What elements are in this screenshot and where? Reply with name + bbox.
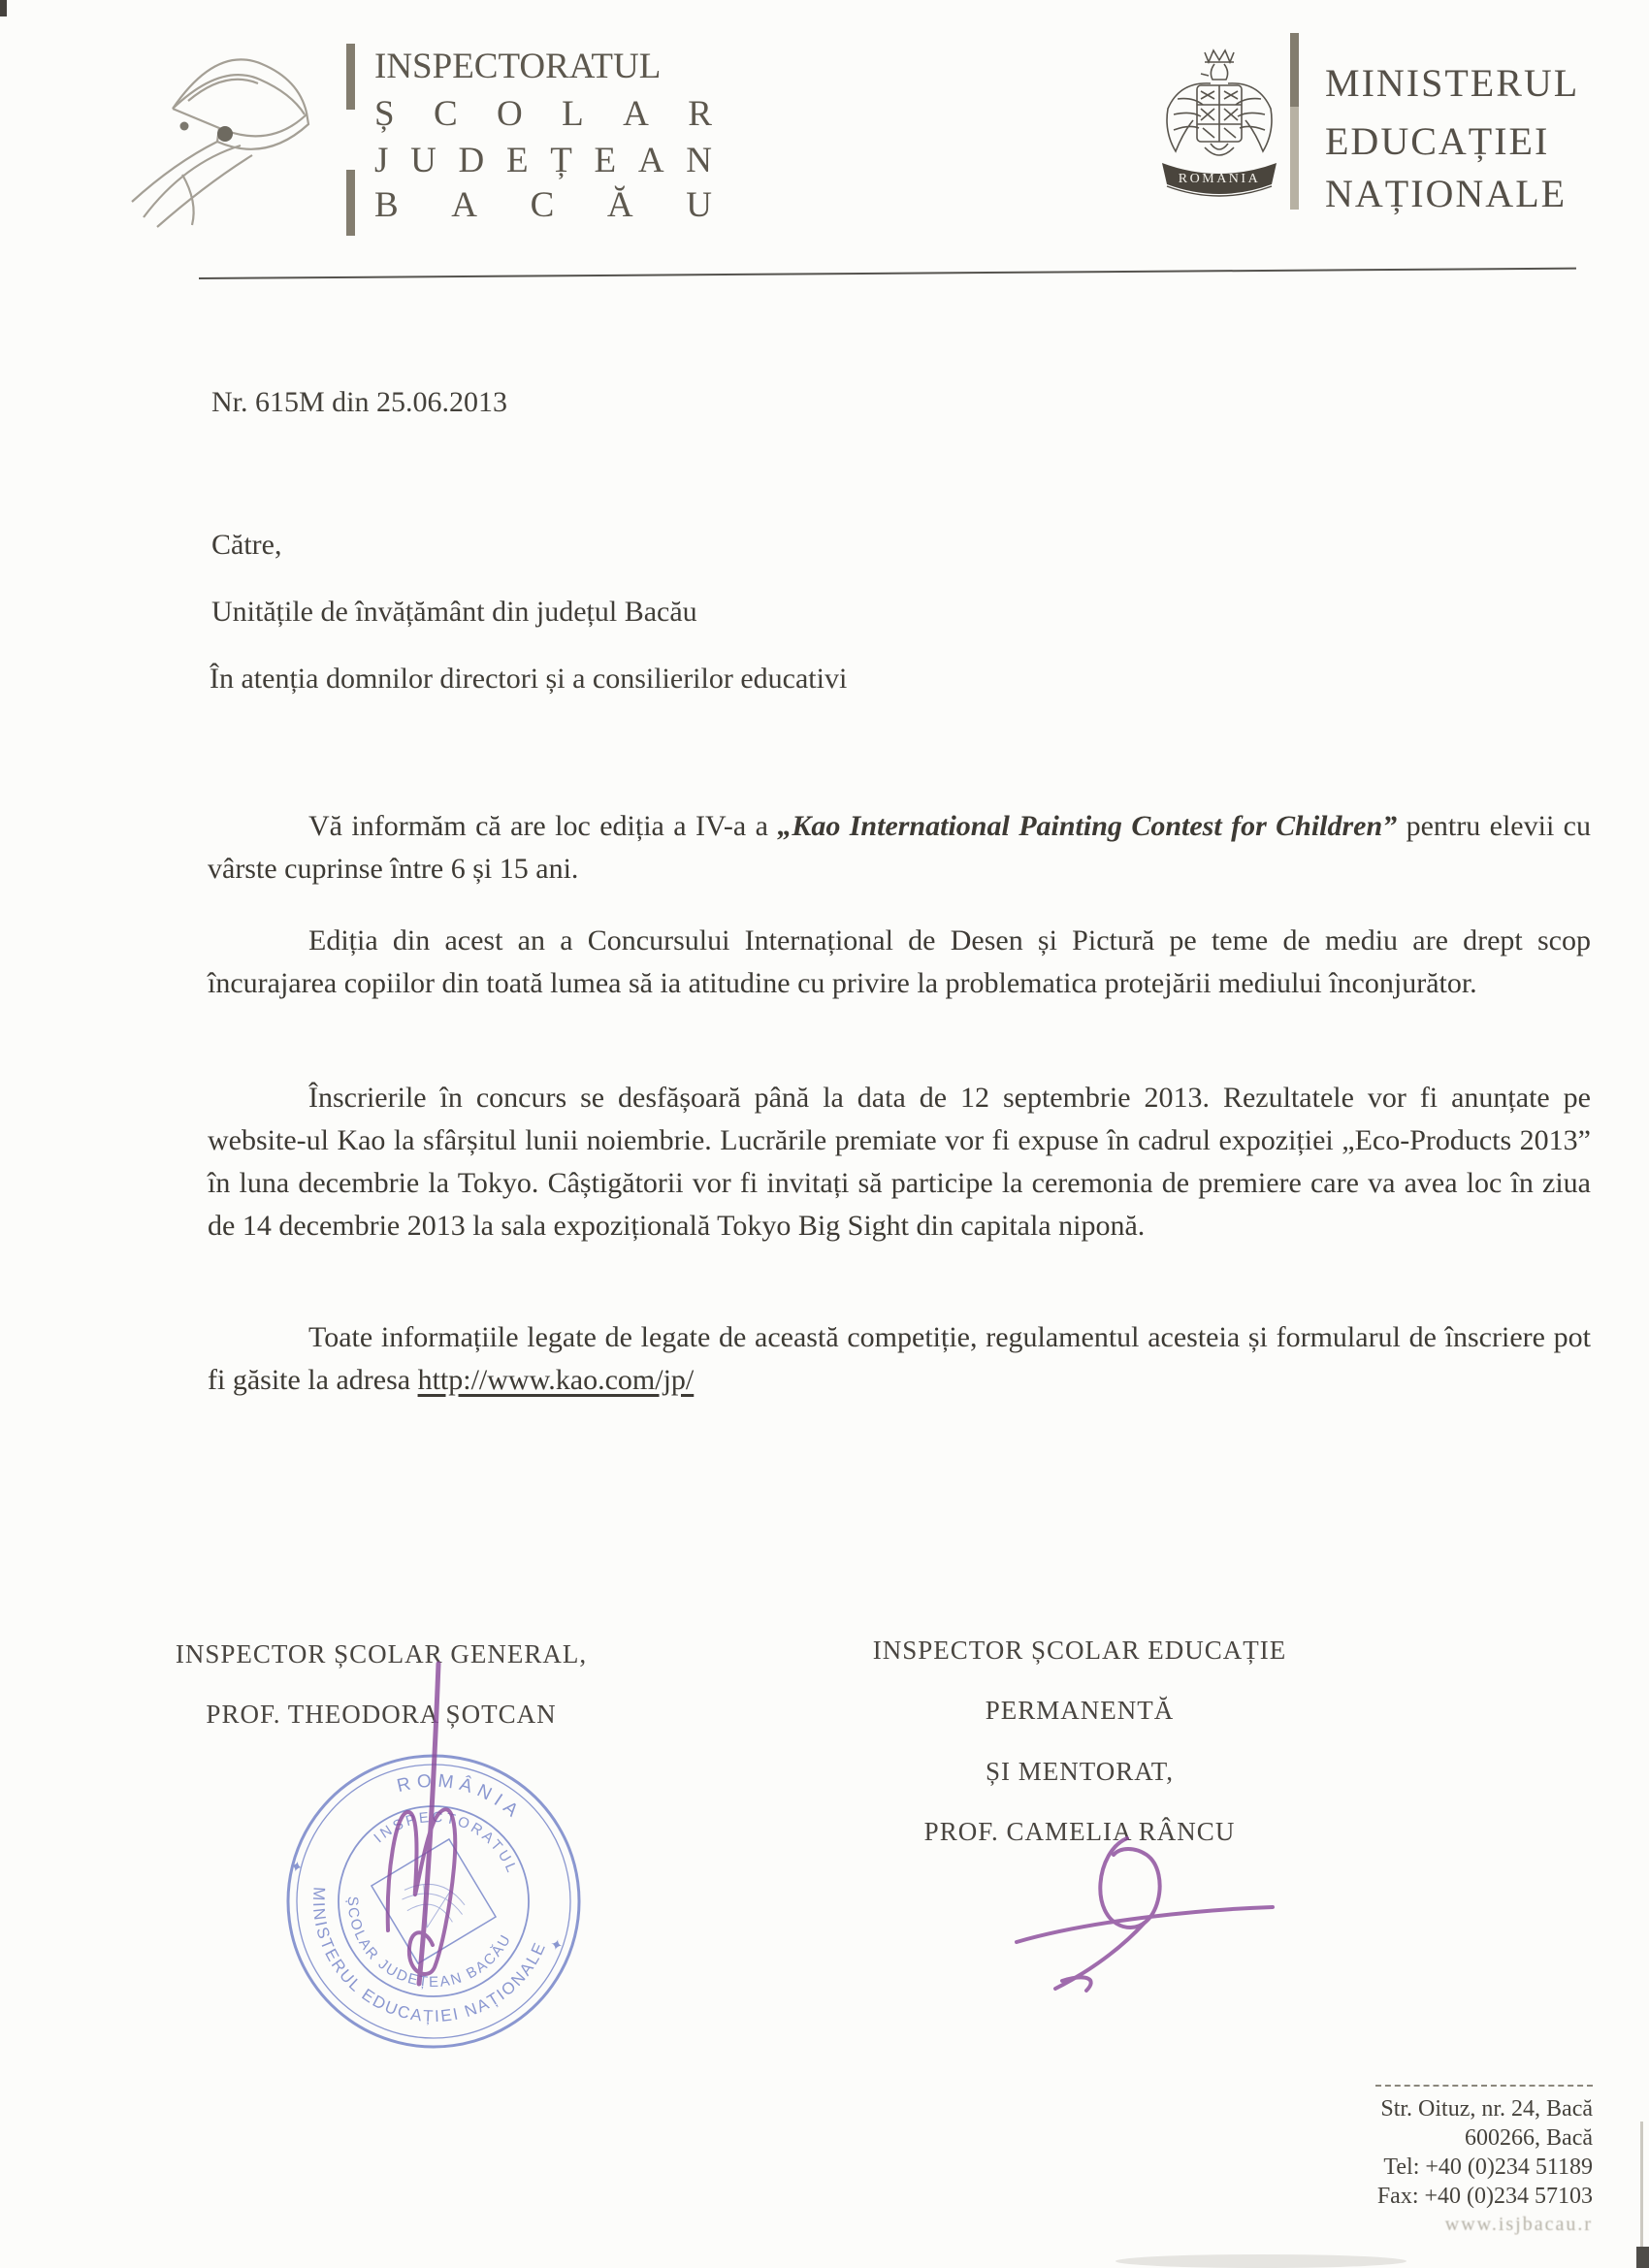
logo-dot bbox=[217, 126, 233, 142]
stamp-inner-top-text: INSPECTORATUL bbox=[371, 1808, 521, 1878]
org-name-line-1: INSPECTORATUL bbox=[374, 47, 662, 86]
right-signatory-title-2: PERMANENTĂ bbox=[985, 1696, 1175, 1725]
footer-fax: Fax: +40 (0)234 57103 bbox=[1376, 2184, 1593, 2209]
ministry-line-2: EDUCAȚIEI bbox=[1325, 119, 1550, 163]
logo-dot-small bbox=[180, 122, 189, 131]
header-divider-bottom bbox=[346, 170, 355, 236]
org-name-line-3: J U D E Ț E A N bbox=[374, 141, 712, 180]
org-name-line-4: B A C Ă U bbox=[374, 185, 712, 225]
kao-website-link[interactable]: http://www.kao.com/jp/ bbox=[417, 1364, 695, 1396]
footer-divider bbox=[1375, 2085, 1593, 2087]
paragraph-4-text: Toate informațiile legate de legate de această competiție, regulamentul acesteia și formularul de înscriere pot fi găsite la adresa bbox=[208, 1321, 1591, 1396]
stamp-star-left: ✦ bbox=[288, 1858, 307, 1875]
ministry-line-3: NAȚIONALE bbox=[1325, 172, 1568, 215]
stamp-outer-top-text: ROMÂNIA bbox=[395, 1770, 527, 1826]
coat-of-arms-icon bbox=[1154, 39, 1284, 211]
stamp-star-right: ✦ bbox=[545, 1935, 566, 1953]
footer-address-line-1: Str. Oituz, nr. 24, Bacă bbox=[1380, 2096, 1593, 2122]
paragraph-3: Înscrierile în concurs se desfășoară până la data de 12 septembrie 2013. Rezultatele vor fi anunțate pe website-ul Kao la sfârșitul lunii noiembrie. Lucrările premiate vor fi expuse în cadrul expoziției „Eco-Products 2013” în luna decembrie la Tokyo. Câștigătorii vor fi invitați să participe la ceremonia de premiere care va avea loc în ziua de 14 decembrie 2013 la sala expozițională Tokyo Big Sight din capitala niponă. bbox=[208, 1082, 1591, 1242]
paragraph-2: Ediția din acest an a Concursului Internațional de Desen și Pictură pe teme de mediu are drept scop încurajarea copiilor din toată lumea să ia atitudine cu privire la problematica protejării mediului înconjurător. bbox=[208, 924, 1591, 999]
scan-artifact-smudge bbox=[1116, 2254, 1406, 2268]
scan-artifact-corner bbox=[0, 0, 7, 16]
right-signatory-title-3: ȘI MENTORAT, bbox=[985, 1757, 1174, 1786]
stamp-inner-bottom-text: ȘCOLAR JUDEȚEAN BACĂU bbox=[343, 1895, 515, 1992]
header-rule bbox=[199, 268, 1576, 279]
scan-artifact-corner-block bbox=[1636, 2247, 1649, 2268]
right-signatory-name: PROF. CAMELIA RÂNCU bbox=[923, 1817, 1236, 1846]
stamp-outer-bottom-text: MINISTERUL EDUCAȚIEI NAȚIONALE bbox=[308, 1886, 550, 2026]
handwritten-signatures bbox=[242, 1639, 1310, 2037]
paragraph-1-tail: pentru elevii cu vârste cuprinse între 6 și 15 ani. bbox=[208, 810, 1591, 885]
attention-line: În atenția domnilor directori și a consilierilor educativi bbox=[210, 663, 848, 695]
contest-name-emphasis: „Kao International Painting Contest for Children” bbox=[777, 810, 1398, 842]
salutation: Către, bbox=[211, 529, 282, 561]
org-name-line-2: Ș C O L A R bbox=[374, 94, 712, 134]
paragraph-1 bbox=[208, 805, 1591, 891]
right-signatory-title-1: INSPECTOR ȘCOLAR EDUCAȚIE bbox=[872, 1636, 1287, 1665]
open-book-logo-icon bbox=[124, 19, 349, 231]
right-signature-stroke bbox=[1017, 1838, 1273, 1991]
footer-address-line-2: 600266, Bacă bbox=[1465, 2125, 1593, 2151]
banner-text: ROMANIA bbox=[1178, 172, 1261, 186]
ministry-divider-bottom bbox=[1290, 107, 1299, 210]
left-signatory-name: PROF. THEODORA ȘOTCAN bbox=[206, 1700, 557, 1729]
footer-phone: Tel: +40 (0)234 51189 bbox=[1383, 2155, 1593, 2180]
left-signature-stroke bbox=[388, 1664, 455, 1984]
paragraph-1-text: Vă informăm că are loc ediția a IV-a a bbox=[308, 810, 778, 842]
header-divider-top bbox=[346, 44, 355, 110]
reference-number: Nr. 615M din 25.06.2013 bbox=[211, 386, 508, 418]
ministry-line-1: MINISTERUL bbox=[1325, 61, 1580, 105]
addressee-line: Unitățile de învățământ din județul Bacău bbox=[211, 596, 697, 628]
footer-website-faint: www.isjbacau.r bbox=[1444, 2214, 1593, 2235]
left-signatory-title: INSPECTOR ȘCOLAR GENERAL, bbox=[175, 1639, 588, 1669]
paragraph-4 bbox=[208, 1316, 1591, 1402]
ministry-divider-top bbox=[1290, 33, 1299, 107]
